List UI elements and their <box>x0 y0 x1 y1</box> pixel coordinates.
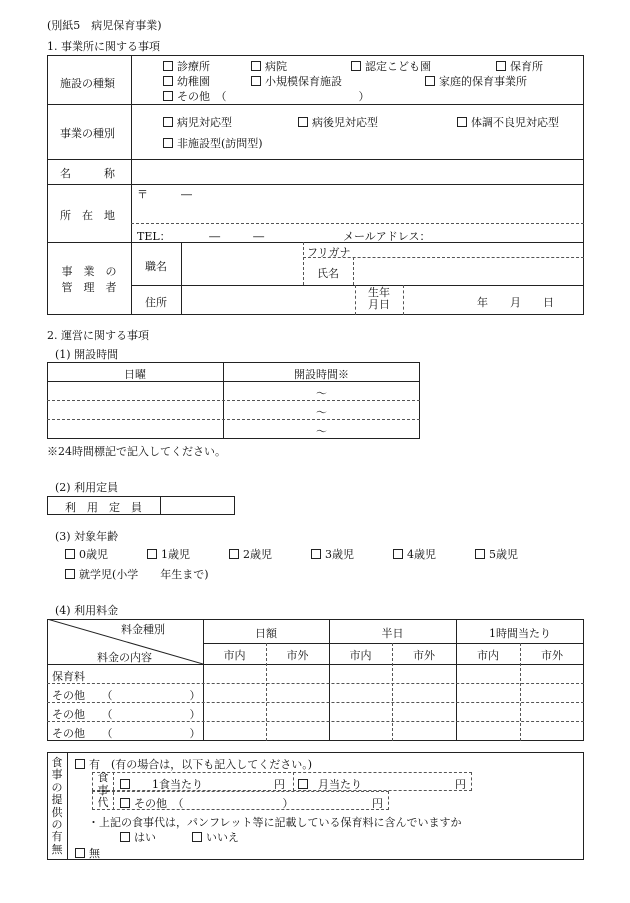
hours-row-1[interactable]: ～ <box>316 387 327 400</box>
meal-other-unit: 円 <box>372 797 383 810</box>
position-field[interactable] <box>183 244 301 283</box>
facility-type-label: 施設の種類 <box>60 77 115 90</box>
meal-per-meal-unit: 円 <box>274 778 285 791</box>
sick-child-type-checkbox[interactable]: 病児対応型 <box>163 114 232 130</box>
age-2-checkbox[interactable]: 2歳児 <box>229 546 272 562</box>
fees-row-other-1[interactable]: その他 （ ） <box>52 689 201 702</box>
address-label: 所 在 地 <box>60 209 115 222</box>
manager-name-field[interactable] <box>356 260 582 283</box>
hours-row-2[interactable]: ～ <box>316 406 327 419</box>
hours-title: (1) 開設時間 <box>55 348 119 361</box>
facility-small-nursery-checkbox[interactable]: 小規模保育施設 <box>251 73 342 89</box>
non-facility-type-checkbox[interactable]: 非施設型(訪問型) <box>163 135 263 151</box>
age-1-checkbox[interactable]: 1歳児 <box>147 546 190 562</box>
capacity-label: 利 用 定 員 <box>65 501 142 514</box>
business-type-label: 事業の種別 <box>60 127 115 140</box>
meal-per-meal-checkbox[interactable]: 1食当たり <box>120 776 203 792</box>
furigana-label: フリガナ <box>307 246 351 259</box>
manager-label: 事 業 の 管 理 者 <box>61 265 117 294</box>
hours-time-header: 開設時間※ <box>294 368 349 381</box>
post-illness-type-checkbox[interactable]: 病後児対応型 <box>298 114 378 130</box>
fees-corner-top: 料金種別 <box>121 623 165 636</box>
capacity-field[interactable] <box>162 498 233 513</box>
age-school-checkbox[interactable]: 就学児(小学 年生まで) <box>65 566 209 582</box>
meal-per-month-checkbox[interactable]: 月当たり <box>298 776 362 792</box>
residence-label: 住所 <box>145 296 167 309</box>
facility-kindergarten-checkbox[interactable]: 幼稚園 <box>163 73 210 89</box>
facility-clinic-checkbox[interactable]: 診療所 <box>163 58 210 74</box>
fees-corner-bottom: 料金の内容 <box>97 651 152 664</box>
manager-name-label: 氏名 <box>317 267 339 280</box>
fees-title: (4) 利用料金 <box>55 604 119 617</box>
name-label: 名 称 <box>60 167 115 180</box>
ages-title: (3) 対象年齢 <box>55 530 119 543</box>
tel-field[interactable]: TEL： ― ― <box>137 230 265 243</box>
fees-sub-out-city: 市外 <box>413 649 435 662</box>
hours-row-3[interactable]: ～ <box>316 425 327 438</box>
fees-sub-in-city: 市内 <box>223 649 246 662</box>
fees-group-daily: 日額 <box>255 627 277 640</box>
fees-row-childcare: 保育料 <box>52 670 85 683</box>
hours-note: ※24時間標記で記入してください。 <box>47 445 226 458</box>
meal-included-no-checkbox[interactable]: いいえ <box>192 829 239 845</box>
facility-hospital-checkbox[interactable]: 病院 <box>251 58 287 74</box>
meal-no-checkbox[interactable]: 無 <box>75 845 100 861</box>
meal-included-yes-checkbox[interactable]: はい <box>120 829 156 845</box>
hours-day-header: 日曜 <box>124 368 146 381</box>
facility-certified-kodomoen-checkbox[interactable]: 認定こども園 <box>351 58 431 74</box>
section2-title: 2. 運営に関する事項 <box>47 329 149 342</box>
age-5-checkbox[interactable]: 5歳児 <box>475 546 518 562</box>
capacity-title: (2) 利用定員 <box>55 481 119 494</box>
age-3-checkbox[interactable]: 3歳児 <box>311 546 354 562</box>
postal-code-field[interactable]: 〒 ― <box>137 188 192 201</box>
age-4-checkbox[interactable]: 4歳児 <box>393 546 436 562</box>
fees-group-half-day: 半日 <box>381 627 404 640</box>
meal-included-question: ・上記の食事代は，パンフレット等に記載している保育料に含んでいますか <box>88 816 462 829</box>
section1-title: 1. 事業所に関する事項 <box>47 40 160 53</box>
fees-row-other-3[interactable]: その他 （ ） <box>52 727 201 740</box>
facility-home-care-checkbox[interactable]: 家庭的保育事業所 <box>425 73 527 89</box>
attachment-label: (別紙5 病児保育事業) <box>47 19 162 32</box>
meal-yes-checkbox[interactable]: 有 (有の場合は，以下も記入してください。) <box>75 756 312 772</box>
residence-field[interactable] <box>183 287 353 313</box>
birthdate-label: 生年 月日 <box>368 286 390 311</box>
meal-per-month-unit: 円 <box>455 778 466 791</box>
fees-sub-in-city: 市内 <box>349 649 372 662</box>
meal-side-label: 食 事 の 提 供 の 有 無 <box>51 756 63 856</box>
birthdate-field[interactable]: 年 月 日 <box>477 296 554 309</box>
name-field[interactable] <box>133 161 582 182</box>
fees-row-other-2[interactable]: その他 （ ） <box>52 708 201 721</box>
unwell-child-type-checkbox[interactable]: 体調不良児対応型 <box>457 114 559 130</box>
facility-nursery-checkbox[interactable]: 保育所 <box>496 58 543 74</box>
fees-sub-out-city: 市外 <box>286 649 309 662</box>
facility-other-checkbox[interactable]: その他 （ ） <box>163 88 370 104</box>
meal-other-checkbox[interactable]: その他 （ ） <box>120 795 294 811</box>
position-label: 職名 <box>145 260 167 273</box>
fees-sub-out-city: 市外 <box>541 649 563 662</box>
fees-sub-in-city: 市内 <box>477 649 499 662</box>
meal-cost-label: 食 事 代 <box>97 771 109 809</box>
fees-group-hourly: 1時間当たり <box>489 627 551 640</box>
age-0-checkbox[interactable]: 0歳児 <box>65 546 108 562</box>
email-field[interactable]: メールアドレス： <box>343 230 431 243</box>
